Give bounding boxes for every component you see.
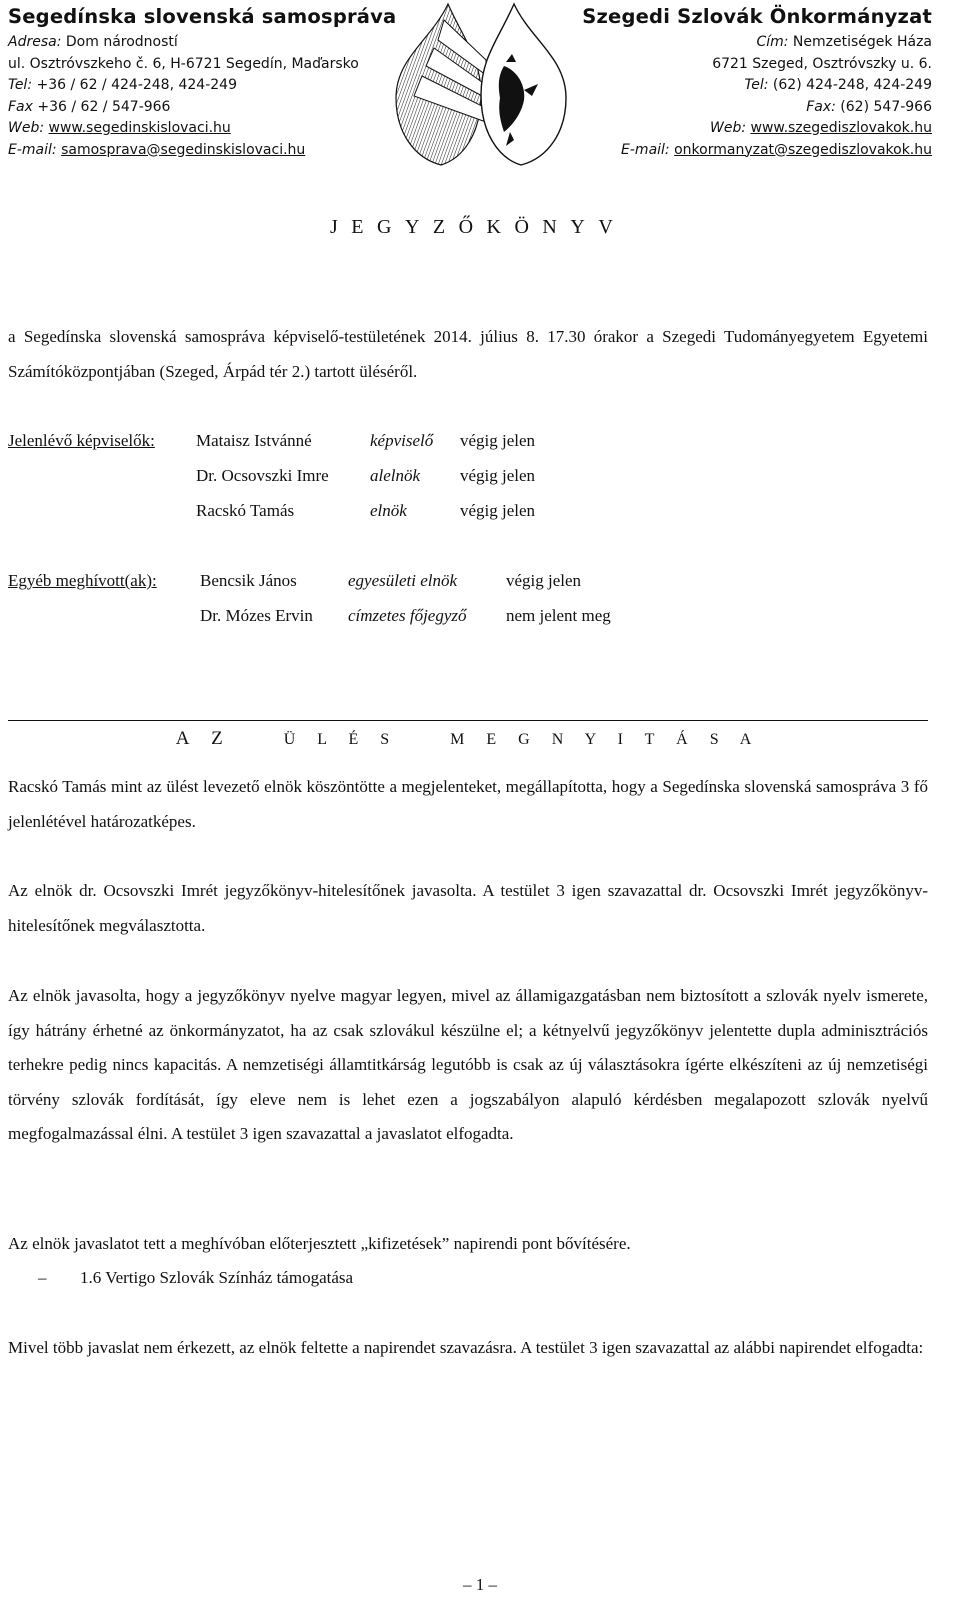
web-link[interactable]: www.segedinskislovaci.hu bbox=[48, 120, 231, 136]
present-label: Jelenlévő képviselők: bbox=[8, 431, 155, 450]
present-name-2: Dr. Ocsovszki Imre bbox=[196, 466, 329, 485]
web-line: Web: www.segedinskislovaci.hu bbox=[8, 120, 231, 136]
present-status-2: végig jelen bbox=[460, 466, 536, 485]
tel-line: Tel: (62) 424-248, 424-249 bbox=[744, 77, 932, 93]
paragraph-5: Mivel több javaslat nem érkezett, az elnök feltette a napirendet szavazásra. A testület 3 igen szavazattal az alábbi napirendet elfogadta: bbox=[8, 1338, 924, 1357]
header-left bbox=[8, 2, 408, 161]
invited-status-1: végig jelen bbox=[506, 571, 582, 590]
web-link[interactable]: www.szegediszlovakok.hu bbox=[750, 120, 932, 136]
web-line: Web: www.szegediszlovakok.hu bbox=[709, 120, 932, 136]
page-number: – 1 – bbox=[463, 1575, 497, 1594]
header-right bbox=[532, 2, 932, 161]
tel-line: Tel: +36 / 62 / 424-248, 424-249 bbox=[8, 77, 237, 93]
fax-line: Fax +36 / 62 / 547-966 bbox=[8, 98, 171, 115]
email-line: E-mail: samosprava@segedinskislovaci.hu bbox=[8, 141, 306, 158]
invited-status-2: nem jelent meg bbox=[506, 606, 611, 625]
present-status-1: végig jelen bbox=[460, 431, 536, 450]
invited-role-2: címzetes főjegyző bbox=[348, 606, 467, 625]
invited-name-1: Bencsik János bbox=[200, 571, 297, 590]
email-link[interactable]: samosprava@segedinskislovaci.hu bbox=[61, 141, 306, 158]
present-role-1: képviselő bbox=[370, 431, 434, 450]
address-line: Adresa: Dom národností bbox=[8, 34, 178, 50]
address-line-2: 6721 Szeged, Osztróvszky u. 6. bbox=[712, 55, 932, 72]
invited-label: Egyéb meghívott(ak): bbox=[8, 571, 157, 590]
org-name-slovak: Segedínska slovenská samospráva bbox=[8, 5, 397, 28]
invited-role-1: egyesületi elnök bbox=[348, 571, 458, 590]
address-line-2: ul. Osztróvszkeho č. 6, H-6721 Segedín, Maďarsko bbox=[8, 55, 359, 72]
list-item: 1.6 Vertigo Szlovák Színház támogatása bbox=[80, 1268, 354, 1287]
present-role-2: alelnök bbox=[370, 466, 421, 485]
section-divider bbox=[8, 720, 928, 721]
address-line: Cím: Nemzetiségek Háza bbox=[756, 34, 932, 50]
invited-name-2: Dr. Mózes Ervin bbox=[200, 606, 313, 625]
section-title: A Z Ü L É S M E G N Y I T Á S A bbox=[175, 728, 761, 749]
intro-paragraph: a Segedínska slovenská samospráva képviselő-testületének 2014. július 8. 17.30 órakor a Szegedi Tudományegyetem Egyetemi Számítóközpontjában (Szeged, Árpád tér 2.) tartott üléséről. bbox=[8, 327, 928, 381]
present-name-1: Mataisz Istvánné bbox=[196, 431, 312, 450]
paragraph-1: Racskó Tamás mint az ülést levezető elnök köszöntötte a megjelenteket, megállapította, hogy a Segedínska slovenská samospráva 3 fő jelenlétével határozatképes. bbox=[8, 777, 928, 831]
org-name-hungarian: Szegedi Szlovák Önkormányzat bbox=[582, 5, 932, 28]
paragraph-4: Az elnök javaslatot tett a meghívóban előterjesztett „kifizetések” napirendi pont bővítésére. bbox=[8, 1234, 631, 1253]
document-title: JEGYZŐKÖNYV bbox=[330, 216, 627, 238]
present-status-3: végig jelen bbox=[460, 501, 536, 520]
list-dash: – bbox=[38, 1268, 47, 1287]
present-name-3: Racskó Tamás bbox=[196, 501, 295, 520]
paragraph-3: Az elnök javasolta, hogy a jegyzőkönyv nyelve magyar legyen, mivel az államigazgatásban nem biztosított a szlovák nyelv ismerete, így hátrány érhetné az önkormányzatot, ha az csak szlovákul készülne el; a kétnyelvű jegyzőkönyv jelentette dupla adminisztrációs terhekre pedig nincs kapacitás. A nemzetiségi államtitkárság legutóbb is csak az új választásokra ígérte elkészíteni az új nemzetiségi törvény szlovák fordítását, így eleve nem is lehet ezen a jogszabályon alapuló kérdésben megalapozott szlovák nyelvű megfogalmazással élni. A testület 3 igen szavazattal a javaslatot elfogadta. bbox=[8, 986, 928, 1143]
present-role-3: elnök bbox=[370, 501, 407, 520]
email-link[interactable]: onkormanyzat@szegediszlovakok.hu bbox=[674, 141, 932, 158]
fax-line: Fax: (62) 547-966 bbox=[806, 98, 932, 115]
paragraph-2: Az elnök dr. Ocsovszki Imrét jegyzőkönyv-hitelesítőnek javasolta. A testület 3 igen szavazattal dr. Ocsovszki Imrét jegyzőkönyv-hitelesítőnek megválasztotta. bbox=[8, 881, 928, 935]
email-line: E-mail: onkormanyzat@szegediszlovakok.hu bbox=[621, 141, 932, 158]
